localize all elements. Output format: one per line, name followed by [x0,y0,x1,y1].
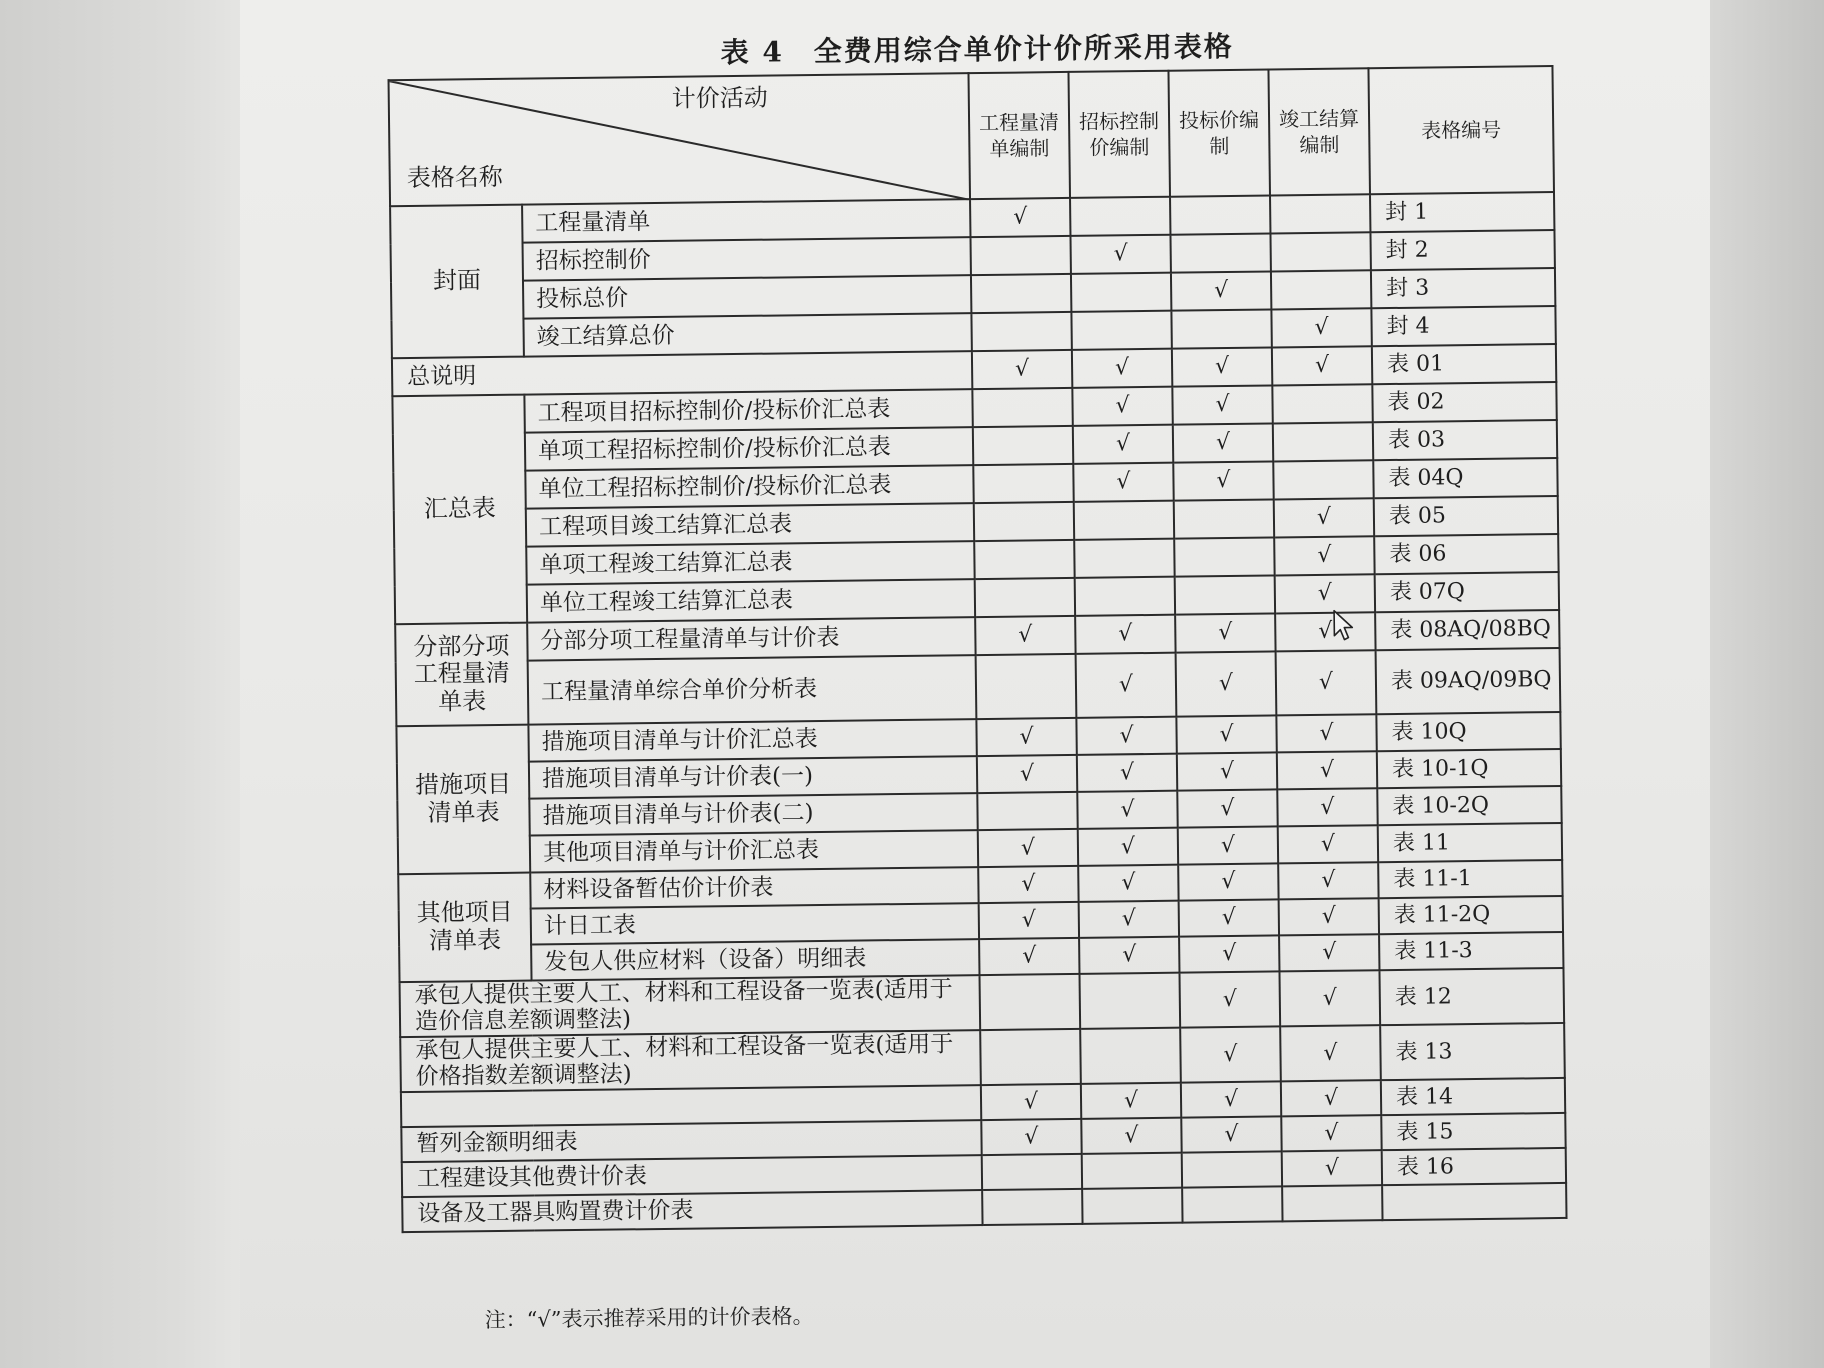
checkmark-cell [1182,1151,1282,1187]
checkmark-cell: √ [1081,1082,1181,1118]
checkmark-cell: √ [1073,463,1173,502]
checkmark-cell: √ [1277,751,1377,789]
checkmark-cell: √ [1081,1117,1181,1153]
checkmark-cell [1175,575,1275,614]
form-code-cell: 表 11-2Q [1379,896,1563,934]
form-code-cell: 封 3 [1371,268,1555,308]
checkmark-cell: √ [1176,651,1277,716]
checkmark-cell: √ [979,902,1079,939]
form-code-cell: 表 04Q [1373,458,1557,498]
form-code-cell: 表 15 [1381,1113,1565,1150]
form-code-cell: 表 13 [1380,1023,1565,1080]
checkmark-cell [980,974,1081,1030]
checkmark-cell [971,274,1071,313]
form-code-cell: 表 16 [1382,1148,1566,1185]
checkmark-cell [1082,1187,1182,1223]
form-name-cell: 发包人供应材料（设备）明细表 [531,939,979,980]
checkmark-cell [1282,1185,1382,1221]
checkmark-cell: √ [1172,385,1272,424]
form-code-cell: 表 10Q [1376,712,1560,751]
checkmark-cell: √ [975,616,1075,655]
checkmark-cell: √ [1178,863,1278,900]
form-name-cell: 单位工程招标控制价/投标价汇总表 [525,465,973,508]
checkmark-cell [1071,273,1171,312]
checkmark-cell [1174,537,1274,576]
checkmark-cell [1070,197,1170,236]
form-name-cell: 措施项目清单与计价汇总表 [528,719,976,761]
checkmark-cell: √ [1076,717,1176,755]
form-code-cell: 表 06 [1374,534,1558,574]
checkmark-cell: √ [1079,901,1179,938]
checkmark-cell: √ [979,938,1079,975]
group-name-cell: 措施项目清单表 [396,725,530,875]
checkmark-cell [982,1154,1082,1190]
checkmark-cell: √ [1172,347,1272,386]
checkmark-cell: √ [1171,271,1271,310]
form-name-cell: 分部分项工程量清单与计价表 [527,617,975,660]
checkmark-cell: √ [1179,935,1279,972]
checkmark-cell [972,388,1072,427]
checkmark-cell: √ [1070,235,1170,274]
checkmark-cell: √ [1078,828,1178,866]
checkmark-cell [1071,311,1171,350]
footnote: 注：“√”表示推荐采用的计价表格。 [484,1304,814,1333]
form-code-cell: 表 10-1Q [1377,749,1561,788]
header-activity-label: 计价活动 [671,83,768,113]
checkmark-cell: √ [1181,1081,1281,1117]
checkmark-cell [971,312,1071,351]
checkmark-cell [976,654,1077,719]
column-header-form-code: 表格编号 [1368,66,1554,194]
checkmark-cell: √ [1282,1150,1382,1186]
checkmark-cell: √ [1077,754,1177,792]
checkmark-cell: √ [981,1084,1081,1120]
checkmark-cell: √ [972,350,1072,389]
checkmark-cell: √ [1271,308,1371,347]
checkmark-cell: √ [1179,899,1279,936]
checkmark-cell [977,792,1077,830]
form-code-cell: 表 14 [1381,1078,1565,1115]
checkmark-cell [1174,499,1274,538]
checkmark-cell: √ [1280,1025,1381,1081]
checkmark-cell: √ [1177,752,1277,790]
checkmark-cell: √ [977,755,1077,793]
header-corner-cell [389,73,970,206]
form-code-cell: 表 09AQ/09BQ [1376,648,1561,714]
checkmark-cell: √ [1279,934,1379,971]
checkmark-cell: √ [978,829,1078,867]
checkmark-cell: √ [1275,612,1375,651]
checkmark-cell [1273,422,1373,461]
group-name-cell: 总说明 [392,351,972,396]
form-name-cell: 其他项目清单与计价汇总表 [530,830,978,872]
checkmark-cell: √ [1173,461,1273,500]
checkmark-cell [1271,270,1371,309]
form-name-cell: 工程量清单综合单价分析表 [528,655,977,724]
checkmark-cell: √ [1181,1116,1281,1152]
checkmark-cell: √ [978,866,1078,903]
checkmark-cell: √ [1075,615,1175,654]
form-code-cell: 表 05 [1374,496,1558,536]
form-code-cell: 封 4 [1371,306,1555,346]
form-code-cell: 表 03 [1373,420,1557,460]
checkmark-cell: √ [1279,970,1380,1026]
checkmark-cell: √ [1281,1080,1381,1116]
desk-background-right [1694,0,1824,1368]
form-code-cell: 表 02 [1372,382,1556,422]
form-name-cell: 承包人提供主要人工、材料和工程设备一览表(适用于造价信息差额调整法) [400,975,981,1037]
checkmark-cell [1074,501,1174,540]
column-header-control-price: 招标控制价编制 [1068,71,1170,198]
checkmark-cell: √ [970,198,1070,237]
checkmark-cell: √ [1278,825,1378,863]
checkmark-cell: √ [1281,1115,1381,1151]
form-name-cell: 措施项目清单与计价表(二) [529,793,977,835]
form-code-cell: 表 07Q [1375,572,1559,612]
form-code-cell: 表 10-2Q [1377,786,1561,825]
checkmark-cell [1082,1152,1182,1188]
form-code-cell: 表 01 [1372,344,1556,384]
checkmark-cell [982,1189,1082,1225]
checkmark-cell [1272,384,1372,423]
group-name-cell: 其他项目清单表 [398,873,531,983]
column-header-bill-preparation: 工程量清单编制 [968,72,1070,199]
checkmark-cell: √ [1073,425,1173,464]
checkmark-cell [1170,195,1270,234]
form-name-cell: 计日工表 [531,903,979,944]
header-row [389,66,1554,206]
checkmark-cell [1270,194,1370,233]
group-name-cell: 封面 [390,205,524,359]
checkmark-cell: √ [1072,387,1172,426]
form-name-cell: 招标控制价 [523,237,971,280]
form-name-cell: 投标总价 [523,275,971,318]
checkmark-cell: √ [1272,346,1372,385]
form-code-cell: 表 08AQ/08BQ [1375,610,1559,650]
column-header-settlement: 竣工结算编制 [1268,68,1370,195]
checkmark-cell: √ [976,718,1076,756]
form-code-cell: 表 12 [1379,968,1564,1025]
form-code-cell: 封 2 [1370,230,1554,270]
form-name-cell: 单项工程竣工结算汇总表 [526,541,974,584]
checkmark-cell [974,540,1074,579]
form-name-cell: 设备及工器具购置费计价表 [402,1190,982,1232]
form-name-cell: 工程项目招标控制价/投标价汇总表 [524,389,972,432]
checkmark-cell: √ [1275,574,1375,613]
form-name-cell: 工程建设其他费计价表 [402,1155,982,1197]
checkmark-cell: √ [1276,650,1377,715]
checkmark-cell: √ [1076,653,1177,718]
checkmark-cell [1079,973,1180,1029]
checkmark-cell: √ [1176,715,1276,753]
form-code-cell: 封 1 [1370,192,1554,232]
header-name-label: 表格名称 [406,163,503,193]
group-name-cell: 汇总表 [392,395,527,625]
checkmark-cell: √ [1177,789,1277,827]
desk-background-left [0,0,250,1368]
checkmark-cell [1075,577,1175,616]
form-code-cell: 表 11-1 [1378,860,1562,898]
form-name-cell: 措施项目清单与计价表(一) [529,756,977,798]
checkmark-cell: √ [1078,865,1178,902]
checkmark-cell: √ [1175,613,1275,652]
checkmark-cell: √ [1077,791,1177,829]
checkmark-cell [1171,309,1271,348]
checkmark-cell: √ [1072,349,1172,388]
checkmark-cell [973,426,1073,465]
form-code-cell: 表 11 [1378,823,1562,862]
checkmark-cell: √ [981,1119,1081,1155]
checkmark-cell: √ [1276,714,1376,752]
form-name-cell: 单项工程招标控制价/投标价汇总表 [525,427,973,470]
checkmark-cell [973,464,1073,503]
table-title-text: 全费用综合单价计价所采用表格 [813,29,1235,69]
checkmark-cell: √ [1279,898,1379,935]
checkmark-cell: √ [1274,498,1374,537]
pricing-forms-table [388,65,1568,1233]
form-name-cell: 竣工结算总价 [523,313,971,356]
column-header-bid-price: 投标价编制 [1168,69,1270,196]
checkmark-cell [1170,233,1270,272]
checkmark-cell: √ [1079,937,1179,974]
checkmark-cell [974,502,1074,541]
group-name-cell: 分部分项工程量清单表 [395,623,528,727]
checkmark-cell [1080,1028,1181,1084]
checkmark-cell [980,1029,1081,1085]
checkmark-cell: √ [1277,788,1377,826]
table-number: 表 4 [720,35,785,70]
checkmark-cell [1270,232,1370,271]
document-content [387,21,1583,1355]
checkmark-cell [975,578,1075,617]
form-name-cell: 材料设备暂估价计价表 [530,867,978,908]
checkmark-cell: √ [1178,826,1278,864]
checkmark-cell: √ [1179,971,1280,1027]
checkmark-cell [1182,1186,1282,1222]
checkmark-cell [1273,460,1373,499]
form-name-cell: 单位工程竣工结算汇总表 [527,579,975,622]
checkmark-cell [1074,539,1174,578]
form-name-cell: 暂列金额明细表 [401,1120,981,1162]
mouse-pointer-icon [1332,608,1356,642]
checkmark-cell: √ [1274,536,1374,575]
form-code-cell [1382,1183,1566,1220]
form-name-cell: 工程项目竣工结算汇总表 [526,503,974,546]
checkmark-cell: √ [1173,423,1273,462]
form-name-cell: 承包人提供主要人工、材料和工程设备一览表(适用于价格指数差额调整法) [400,1030,981,1092]
checkmark-cell: √ [1180,1026,1281,1082]
form-code-cell: 表 11-3 [1379,932,1563,970]
form-name-cell: 工程量清单 [522,199,970,242]
checkmark-cell: √ [1278,862,1378,899]
checkmark-cell [970,236,1070,275]
